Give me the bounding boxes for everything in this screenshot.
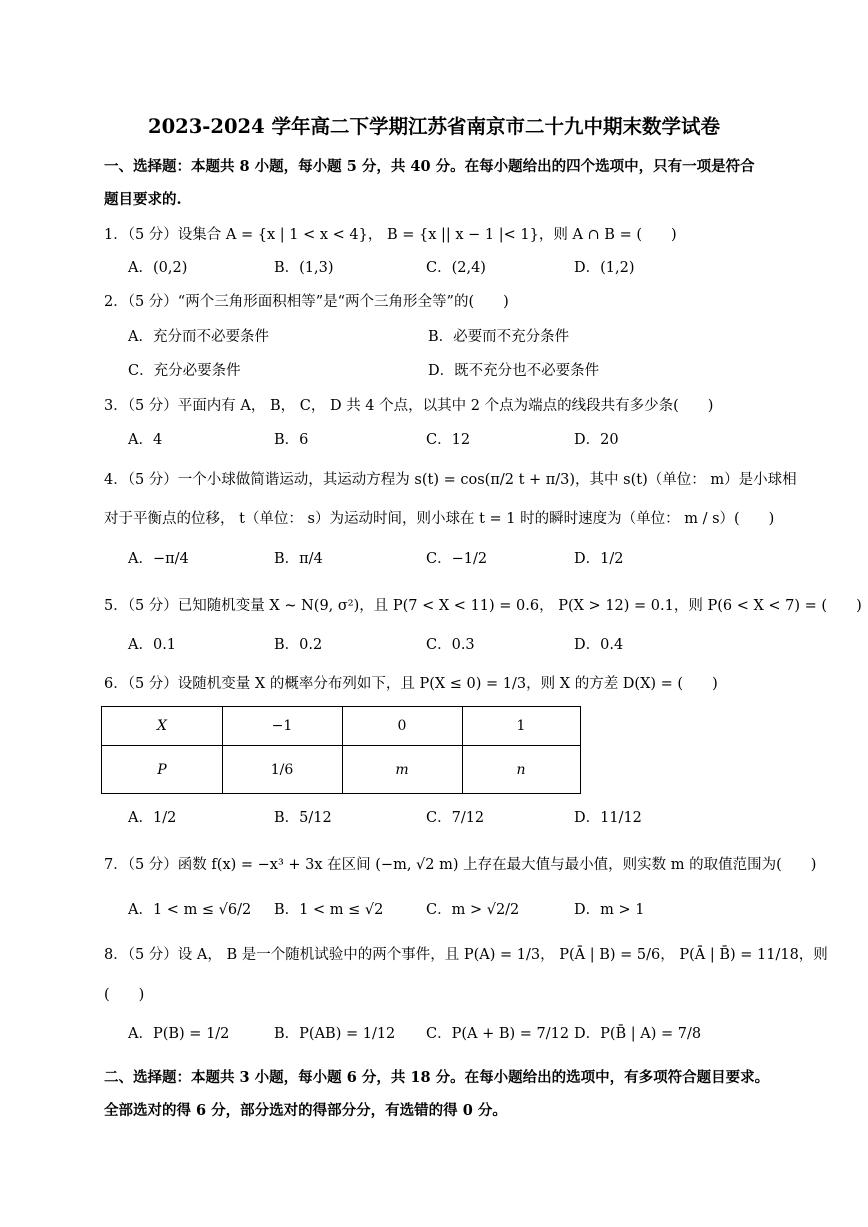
table-cell: −1 <box>222 707 343 745</box>
question-1-stem: 1．（5 分）设集合 A = {x | 1 < x < 4}， B = {x || x − 1 |< 1}，则 A ∩ B = ( ) <box>104 227 677 243</box>
question-4-stem: 4．（5 分）一个小球做简谐运动，其运动方程为 s(t) = cos(π/2 t + π/3)，其中 s(t)（单位： m）是小球相 <box>104 472 797 488</box>
section-2-header-line1: 二、选择题：本题共 3 小题，每小题 6 分，共 18 分。在每小题给出的选项中，有多项符合题目要求。 <box>104 1069 770 1086</box>
table-row <box>102 746 580 794</box>
question-8-option-d[interactable]: D．P(B̄ | A) = 7/8 <box>574 1026 702 1042</box>
question-8-option-b[interactable]: B．P(AB) = 1/12 <box>274 1026 396 1042</box>
question-2-option-d[interactable]: D．既不充分也不必要条件 <box>428 363 600 379</box>
question-5-option-d[interactable]: D．0.4 <box>574 637 624 653</box>
question-1-option-b[interactable]: B．(1,3) <box>274 260 334 276</box>
question-8-stem-line2: ( ) <box>104 987 145 1003</box>
table-header-row <box>102 707 580 746</box>
question-3-option-c[interactable]: C．12 <box>426 432 471 448</box>
question-1-option-c[interactable]: C．(2,4) <box>426 260 486 276</box>
table-cell: 0 <box>342 707 463 745</box>
question-4-option-a[interactable]: A．−π/4 <box>128 551 189 567</box>
question-4-stem-line2: 对于平衡点的位移， t（单位： s）为运动时间，则小球在 t = 1 时的瞬时速度为（单位： m / s）( ) <box>104 511 775 527</box>
table-cell: X <box>102 707 223 745</box>
question-5-option-a[interactable]: A．0.1 <box>128 637 177 653</box>
question-2-option-a[interactable]: A．充分而不必要条件 <box>128 329 269 345</box>
question-6-stem: 6．（5 分）设随机变量 X 的概率分布列如下，且 P(X ≤ 0) = 1/3，则 X 的方差 D(X) = ( ) <box>104 676 718 692</box>
question-4-option-b[interactable]: B．π/4 <box>274 551 323 567</box>
table-cell: n <box>516 762 526 778</box>
question-8-option-c[interactable]: C．P(A + B) = 7/12 <box>426 1026 570 1042</box>
question-7-stem: 7．（5 分）函数 f(x) = −x³ + 3x 在区间 (−m, √2 m) 上存在最大值与最小值，则实数 m 的取值范围为( ) <box>104 857 817 873</box>
question-7-option-b[interactable]: B．1 < m ≤ √2 <box>274 902 384 918</box>
question-7-option-d[interactable]: D．m > 1 <box>574 902 645 918</box>
section-1-header-line2: 题目要求的. <box>104 191 182 208</box>
question-3-option-d[interactable]: D．20 <box>574 432 619 448</box>
section-2-header-line2: 全部选对的得 6 分，部分选对的得部分分，有选错的得 0 分。 <box>104 1102 507 1119</box>
table-cell: P <box>102 746 223 794</box>
table-cell: 1/6 <box>222 746 343 794</box>
question-8-option-a[interactable]: A．P(B) = 1/2 <box>128 1026 230 1042</box>
question-6-option-d[interactable]: D．11/12 <box>574 810 642 826</box>
question-4-option-d[interactable]: D．1/2 <box>574 551 624 567</box>
question-5-stem: 5．（5 分）已知随机变量 X ~ N(9, σ²)，且 P(7 < X < 11) = 0.6， P(X > 12) = 0.1，则 P(6 < X < 7) = ( ) <box>104 598 862 614</box>
table-cell: 1 <box>516 718 526 734</box>
section-1-header-line1: 一、选择题：本题共 8 小题，每小题 5 分，共 40 分。在每小题给出的四个选项中，只有一项是符合 <box>104 158 755 175</box>
question-2-stem: 2．（5 分）“两个三角形面积相等”是“两个三角形全等”的( ) <box>104 294 509 310</box>
question-1-option-d[interactable]: D．(1,2) <box>574 260 635 276</box>
question-3-option-b[interactable]: B．6 <box>274 432 309 448</box>
question-6-option-b[interactable]: B．5/12 <box>274 810 332 826</box>
question-8-stem: 8．（5 分）设 A， B 是一个随机试验中的两个事件，且 P(A) = 1/3， P(Ā | B) = 5/6， P(Ā | B̄) = 11/18，则 <box>104 947 828 963</box>
question-6-option-a[interactable]: A．1/2 <box>128 810 177 826</box>
question-3-stem: 3．（5 分）平面内有 A， B， C， D 共 4 个点，以其中 2 个点为端点的线段共有多少条( ) <box>104 398 714 414</box>
question-5-option-c[interactable]: C．0.3 <box>426 637 475 653</box>
question-3-option-a[interactable]: A．4 <box>128 432 163 448</box>
page-title: 2023-2024 学年高二下学期江苏省南京市二十九中期末数学试卷 <box>148 115 720 138</box>
question-7-option-a[interactable]: A．1 < m ≤ √6/2 <box>128 902 252 918</box>
probability-distribution-table <box>101 706 581 794</box>
question-2-option-c[interactable]: C．充分必要条件 <box>128 363 241 379</box>
question-5-option-b[interactable]: B．0.2 <box>274 637 323 653</box>
question-4-option-c[interactable]: C．−1/2 <box>426 551 488 567</box>
question-7-option-c[interactable]: C．m > √2/2 <box>426 902 520 918</box>
question-1-option-a[interactable]: A．(0,2) <box>128 260 188 276</box>
question-6-option-c[interactable]: C．7/12 <box>426 810 485 826</box>
question-2-option-b[interactable]: B．必要而不充分条件 <box>428 329 570 345</box>
table-cell: m <box>342 746 463 794</box>
